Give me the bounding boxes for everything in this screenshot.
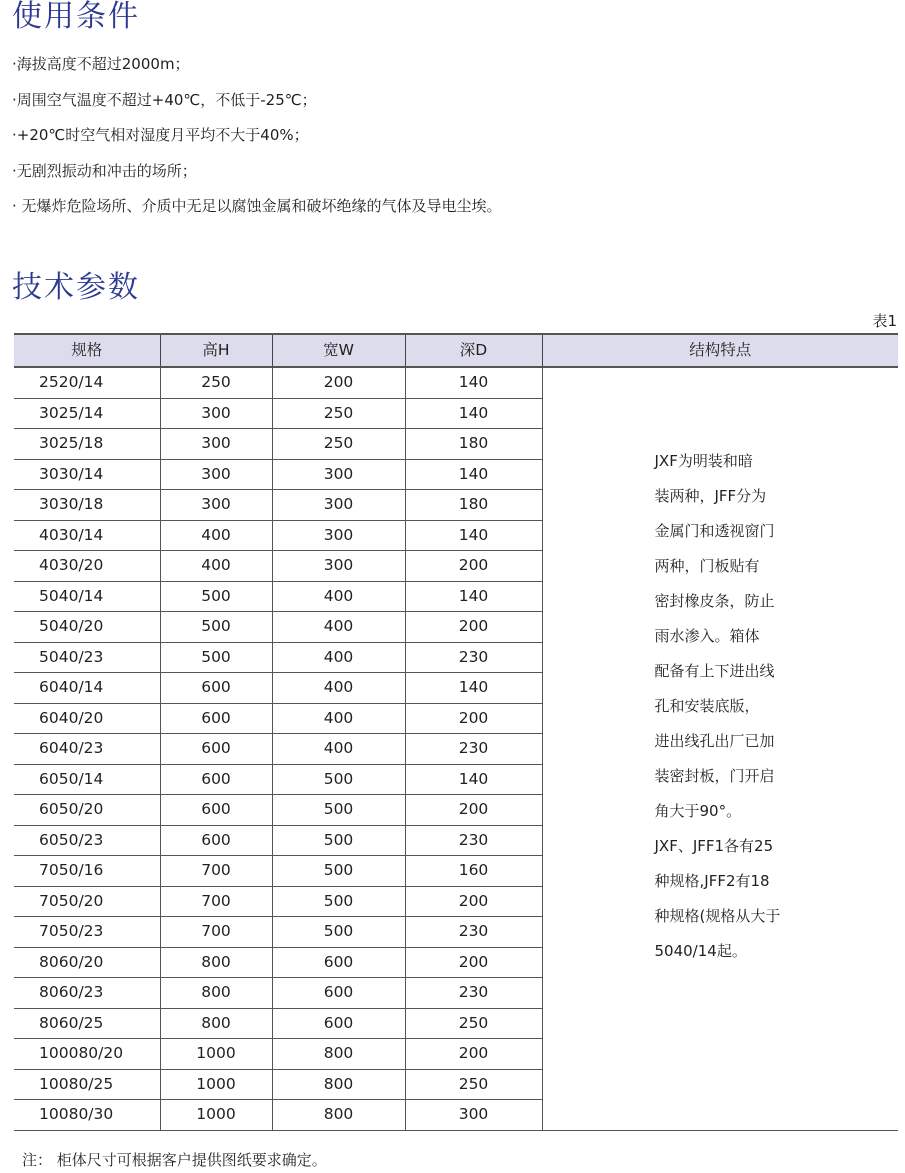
width-cell: 500 <box>272 856 405 887</box>
header-height: 高H <box>160 334 272 367</box>
width-cell: 500 <box>272 764 405 795</box>
height-cell: 800 <box>160 1008 272 1039</box>
spec-cell: 8060/25 <box>14 1008 160 1039</box>
depth-cell: 200 <box>405 612 542 643</box>
header-features: 结构特点 <box>542 334 898 367</box>
depth-cell: 250 <box>405 1069 542 1100</box>
depth-cell: 140 <box>405 520 542 551</box>
depth-cell: 200 <box>405 795 542 826</box>
features-line: 孔和安装底版， <box>654 697 760 715</box>
width-cell: 200 <box>272 367 405 398</box>
width-cell: 300 <box>272 551 405 582</box>
spec-cell: 3025/14 <box>14 398 160 429</box>
features-line: 进出线孔出厂已加 <box>654 732 775 750</box>
spec-cell: 5040/20 <box>14 612 160 643</box>
features-line: 种规格(规格从大于 <box>654 907 781 925</box>
spec-cell: 7050/23 <box>14 917 160 948</box>
width-cell: 500 <box>272 886 405 917</box>
features-line: 配备有上下进出线 <box>654 662 775 680</box>
width-cell: 400 <box>272 673 405 704</box>
features-text <box>655 444 899 969</box>
depth-cell: 200 <box>405 551 542 582</box>
height-cell: 600 <box>160 734 272 765</box>
condition-item: ·周围空气温度不超过+40℃，不低于-25℃； <box>12 90 317 109</box>
spec-cell: 6050/23 <box>14 825 160 856</box>
width-cell: 300 <box>272 459 405 490</box>
depth-cell: 180 <box>405 490 542 521</box>
spec-cell: 3025/18 <box>14 429 160 460</box>
spec-cell: 2520/14 <box>14 367 160 398</box>
depth-cell: 300 <box>405 1100 542 1131</box>
width-cell: 400 <box>272 734 405 765</box>
conditions-list <box>12 54 502 232</box>
spec-cell: 8060/20 <box>14 947 160 978</box>
depth-cell: 200 <box>405 1039 542 1070</box>
depth-cell: 200 <box>405 703 542 734</box>
width-cell: 500 <box>272 917 405 948</box>
spec-cell: 6050/20 <box>14 795 160 826</box>
height-cell: 250 <box>160 367 272 398</box>
width-cell: 500 <box>272 795 405 826</box>
spec-cell: 6050/14 <box>14 764 160 795</box>
height-cell: 600 <box>160 764 272 795</box>
parameters-title: 技术参数 <box>12 270 140 305</box>
spec-cell: 10080/30 <box>14 1100 160 1131</box>
table-label: 表1 <box>872 312 897 330</box>
features-line: 密封橡皮条，防止 <box>654 592 775 610</box>
header-spec: 规格 <box>14 334 160 367</box>
features-line: 5040/14起。 <box>654 942 747 960</box>
features-line: 角大于90°。 <box>654 802 742 820</box>
height-cell: 300 <box>160 490 272 521</box>
width-cell: 800 <box>272 1069 405 1100</box>
height-cell: 800 <box>160 947 272 978</box>
depth-cell: 140 <box>405 459 542 490</box>
features-line: 装密封板，门开启 <box>654 767 775 785</box>
condition-item: ·海拔高度不超过2000m； <box>12 55 190 73</box>
footnote: 注： 柜体尺寸可根据客户提供图纸要求确定。 <box>22 1151 327 1169</box>
height-cell: 300 <box>160 429 272 460</box>
spec-table <box>14 333 898 1131</box>
depth-cell: 140 <box>405 581 542 612</box>
height-cell: 1000 <box>160 1039 272 1070</box>
width-cell: 600 <box>272 1008 405 1039</box>
height-cell: 300 <box>160 398 272 429</box>
features-line: JXF为明装和暗 <box>654 452 753 470</box>
width-cell: 400 <box>272 703 405 734</box>
depth-cell: 140 <box>405 673 542 704</box>
depth-cell: 140 <box>405 398 542 429</box>
spec-cell: 4030/20 <box>14 551 160 582</box>
conditions-title: 使用条件 <box>12 0 140 34</box>
depth-cell: 140 <box>405 764 542 795</box>
depth-cell: 230 <box>405 978 542 1009</box>
features-cell <box>542 367 898 1130</box>
condition-item: ·无剧烈振动和冲击的场所； <box>12 161 197 180</box>
height-cell: 700 <box>160 856 272 887</box>
table-header-row <box>14 334 898 367</box>
header-width: 宽W <box>272 334 405 367</box>
width-cell: 250 <box>272 429 405 460</box>
height-cell: 800 <box>160 978 272 1009</box>
spec-cell: 5040/14 <box>14 581 160 612</box>
height-cell: 400 <box>160 520 272 551</box>
depth-cell: 230 <box>405 642 542 673</box>
spec-cell: 5040/23 <box>14 642 160 673</box>
height-cell: 500 <box>160 642 272 673</box>
width-cell: 400 <box>272 612 405 643</box>
spec-cell: 4030/14 <box>14 520 160 551</box>
height-cell: 600 <box>160 795 272 826</box>
features-line: 雨水渗入。箱体 <box>654 627 760 645</box>
table-row <box>14 367 898 398</box>
height-cell: 600 <box>160 825 272 856</box>
height-cell: 300 <box>160 459 272 490</box>
table-body <box>14 367 898 1130</box>
width-cell: 600 <box>272 947 405 978</box>
spec-cell: 3030/18 <box>14 490 160 521</box>
features-line: 两种，门板贴有 <box>654 557 760 575</box>
height-cell: 500 <box>160 581 272 612</box>
depth-cell: 180 <box>405 429 542 460</box>
spec-cell: 100080/20 <box>14 1039 160 1070</box>
width-cell: 400 <box>272 581 405 612</box>
height-cell: 600 <box>160 703 272 734</box>
depth-cell: 200 <box>405 947 542 978</box>
width-cell: 400 <box>272 642 405 673</box>
height-cell: 1000 <box>160 1100 272 1131</box>
width-cell: 800 <box>272 1039 405 1070</box>
spec-cell: 3030/14 <box>14 459 160 490</box>
spec-cell: 10080/25 <box>14 1069 160 1100</box>
header-depth: 深D <box>405 334 542 367</box>
spec-cell: 7050/16 <box>14 856 160 887</box>
spec-cell: 7050/20 <box>14 886 160 917</box>
spec-cell: 8060/23 <box>14 978 160 1009</box>
height-cell: 1000 <box>160 1069 272 1100</box>
features-line: JXF、JFF1各有25 <box>654 837 774 855</box>
width-cell: 300 <box>272 520 405 551</box>
width-cell: 250 <box>272 398 405 429</box>
height-cell: 400 <box>160 551 272 582</box>
depth-cell: 250 <box>405 1008 542 1039</box>
height-cell: 500 <box>160 612 272 643</box>
features-line: 种规格,JFF2有18 <box>654 872 770 890</box>
depth-cell: 140 <box>405 367 542 398</box>
spec-cell: 6040/20 <box>14 703 160 734</box>
condition-item: · 无爆炸危险场所、介质中无足以腐蚀金属和破坏绝缘的气体及导电尘埃。 <box>12 197 502 215</box>
depth-cell: 230 <box>405 825 542 856</box>
features-line: 装两种，JFF分为 <box>654 487 767 505</box>
features-line: 金属门和透视窗门 <box>654 522 775 540</box>
depth-cell: 160 <box>405 856 542 887</box>
width-cell: 600 <box>272 978 405 1009</box>
width-cell: 300 <box>272 490 405 521</box>
height-cell: 700 <box>160 886 272 917</box>
height-cell: 700 <box>160 917 272 948</box>
depth-cell: 200 <box>405 886 542 917</box>
depth-cell: 230 <box>405 917 542 948</box>
depth-cell: 230 <box>405 734 542 765</box>
width-cell: 800 <box>272 1100 405 1131</box>
height-cell: 600 <box>160 673 272 704</box>
width-cell: 500 <box>272 825 405 856</box>
spec-cell: 6040/14 <box>14 673 160 704</box>
condition-item: ·+20℃时空气相对湿度月平均不大于40%； <box>12 126 309 144</box>
spec-cell: 6040/23 <box>14 734 160 765</box>
